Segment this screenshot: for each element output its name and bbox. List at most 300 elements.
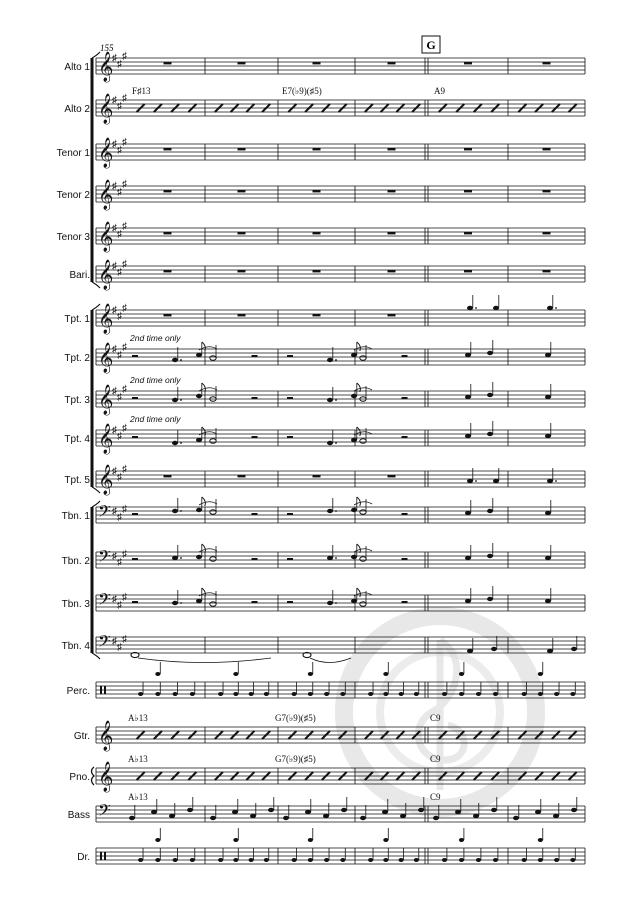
notehead: [459, 692, 464, 696]
staff-tpt5: [64, 464, 585, 496]
staff-alto1: [64, 51, 585, 83]
notehead: [487, 351, 493, 355]
treble-clef: 𝄞: [98, 222, 114, 252]
notehead: [487, 597, 493, 601]
whole-rest: [388, 314, 396, 316]
dot: [475, 480, 477, 482]
dot: [335, 399, 337, 401]
notehead: [368, 692, 373, 696]
whole-rest: [238, 232, 246, 234]
notehead: [554, 858, 559, 862]
half-notehead: [360, 557, 366, 562]
notehead: [538, 692, 543, 696]
whole-rest: [164, 148, 172, 150]
notehead: [327, 441, 333, 445]
whole-rest: [313, 148, 321, 150]
notehead: [570, 692, 575, 696]
notehead: [491, 808, 497, 812]
chord-symbol: F♯13: [132, 86, 151, 96]
staff-systems: [57, 51, 585, 864]
notehead: [327, 358, 333, 362]
half-rest: [252, 355, 258, 357]
percussion-clef: [100, 686, 102, 694]
instrument-label: Pno.: [69, 772, 90, 783]
notehead: [138, 858, 143, 862]
notehead: [465, 395, 471, 399]
whole-rest: [313, 314, 321, 316]
key-sharp: ♯: [117, 229, 122, 240]
half-rest: [402, 436, 408, 438]
key-sharp: ♯: [117, 472, 122, 483]
notehead: [218, 858, 223, 862]
key-sharp: ♯: [117, 187, 122, 198]
chord-symbol: G7(♭9)(♯5): [275, 713, 316, 723]
treble-clef: 𝄞: [98, 465, 114, 495]
notehead: [487, 432, 493, 436]
half-rest: [287, 397, 293, 399]
notehead: [155, 838, 160, 842]
flag: [357, 427, 361, 436]
notehead: [493, 692, 498, 696]
notehead: [172, 398, 178, 402]
chord-symbol: A♭13: [128, 792, 148, 802]
notehead: [172, 358, 178, 362]
staff-tpt3: [64, 375, 585, 416]
instrument-label: Alto 2: [64, 104, 90, 115]
notehead: [467, 479, 473, 483]
notehead: [283, 816, 289, 820]
notehead: [414, 858, 419, 862]
half-notehead: [360, 439, 366, 444]
whole-rest: [238, 314, 246, 316]
key-sharp: ♯: [122, 342, 127, 353]
notehead: [493, 858, 498, 862]
staff-bass: [68, 792, 585, 824]
bass-clef: 𝄢: [98, 501, 111, 525]
key-sharp: ♯: [122, 137, 127, 148]
half-rest: [402, 558, 408, 560]
notehead: [264, 692, 269, 696]
half-rest: [132, 601, 138, 603]
key-sharp: ♯: [112, 305, 117, 316]
notehead: [138, 692, 143, 696]
dot: [335, 359, 337, 361]
whole-rest: [164, 62, 172, 64]
half-notehead: [360, 356, 366, 361]
whole-rest: [543, 232, 551, 234]
staff-tenor3: [57, 221, 585, 253]
second-time-only-text: 2nd time only: [130, 375, 181, 385]
whole-rest: [388, 190, 396, 192]
whole-rest: [313, 232, 321, 234]
flag: [202, 342, 206, 351]
whole-rest: [313, 190, 321, 192]
treble-clef: 𝄞: [98, 762, 114, 792]
half-rest: [252, 513, 258, 515]
notehead: [249, 692, 254, 696]
notehead: [476, 858, 481, 862]
notehead: [323, 814, 329, 818]
whole-rest: [164, 270, 172, 272]
instrument-label: Gtr.: [73, 731, 90, 742]
staff-tbn1: [62, 497, 585, 525]
notehead: [491, 647, 497, 651]
staff-tpt2: [64, 333, 585, 374]
whole-rest: [543, 148, 551, 150]
notehead: [545, 434, 551, 438]
notehead: [196, 599, 202, 603]
dot: [180, 399, 182, 401]
whole-rest: [464, 270, 472, 272]
bass-clef: 𝄢: [98, 800, 111, 824]
whole-rest: [238, 62, 246, 64]
notehead: [172, 556, 178, 560]
half-notehead: [210, 602, 216, 607]
notehead: [382, 810, 388, 814]
notehead: [172, 601, 178, 605]
half-rest: [252, 601, 258, 603]
instrument-label: Tbn. 4: [61, 641, 90, 652]
notehead: [210, 816, 216, 820]
key-sharp: ♯: [112, 95, 117, 106]
notehead: [308, 838, 313, 842]
notehead: [190, 858, 195, 862]
measure-number: 155: [100, 43, 114, 53]
key-sharp: ♯: [112, 223, 117, 234]
notehead: [545, 511, 551, 515]
notehead: [155, 692, 160, 696]
half-rest: [287, 601, 293, 603]
staff-tbn2: [62, 543, 585, 570]
instrument-label: Tenor 3: [56, 232, 90, 243]
chord-symbol: A♭13: [128, 754, 148, 764]
whole-rest: [164, 475, 172, 477]
notehead: [232, 810, 238, 814]
key-sharp: ♯: [112, 344, 117, 355]
key-sharp: ♯: [112, 594, 117, 605]
notehead: [327, 601, 333, 605]
notehead: [327, 398, 333, 402]
half-notehead: [210, 510, 216, 515]
notehead: [538, 838, 543, 842]
notehead: [459, 838, 464, 842]
key-sharp: ♯: [117, 600, 122, 611]
notehead: [442, 858, 447, 862]
half-rest: [287, 558, 293, 560]
notehead: [414, 692, 419, 696]
dot: [555, 307, 557, 309]
chord-symbol: C9: [430, 754, 441, 764]
key-sharp: ♯: [112, 425, 117, 436]
key-sharp: ♯: [122, 51, 127, 62]
key-sharp: ♯: [117, 512, 122, 523]
dot: [335, 510, 337, 512]
notehead: [190, 692, 195, 696]
key-sharp: ♯: [122, 179, 127, 190]
half-rest: [252, 397, 258, 399]
staff-gtr: [74, 713, 585, 752]
notehead: [327, 509, 333, 513]
dot: [555, 480, 557, 482]
notehead: [351, 508, 357, 512]
key-sharp: ♯: [112, 551, 117, 562]
notehead: [249, 858, 254, 862]
whole-rest: [164, 190, 172, 192]
notehead: [487, 393, 493, 397]
staff-bari: [69, 259, 585, 291]
notehead: [173, 858, 178, 862]
key-sharp: ♯: [112, 261, 117, 272]
half-rest: [132, 513, 138, 515]
chord-symbol: C9: [430, 792, 441, 802]
notehead: [351, 555, 357, 559]
whole-rest: [464, 190, 472, 192]
notehead: [459, 672, 464, 676]
whole-rest: [388, 270, 396, 272]
instrument-label: Tbn. 1: [61, 511, 90, 522]
whole-rest: [388, 148, 396, 150]
chord-symbol: G7(♭9)(♯5): [275, 754, 316, 764]
staff-perc: [67, 662, 585, 698]
staff-tpt1: [64, 295, 585, 335]
key-sharp: ♯: [122, 592, 127, 603]
notehead: [218, 692, 223, 696]
notehead: [155, 672, 160, 676]
notehead: [308, 672, 313, 676]
key-sharp: ♯: [122, 549, 127, 560]
notehead: [547, 306, 553, 310]
notehead: [455, 810, 461, 814]
chord-symbol: E7(♭9)(♯5): [282, 86, 322, 96]
flag: [202, 497, 206, 506]
dot: [180, 510, 182, 512]
staff-dr: [77, 828, 585, 864]
whole-rest: [464, 62, 472, 64]
notehead: [196, 555, 202, 559]
notehead: [383, 692, 388, 696]
flag: [202, 427, 206, 436]
notehead: [476, 692, 481, 696]
notehead: [487, 554, 493, 558]
notehead: [467, 306, 473, 310]
instrument-label: Bari.: [69, 270, 90, 281]
half-rest: [287, 436, 293, 438]
flag: [202, 588, 206, 597]
notehead: [399, 692, 404, 696]
instrument-label: Tpt. 2: [64, 353, 90, 364]
notehead: [545, 599, 551, 603]
notehead: [340, 692, 345, 696]
notehead: [268, 808, 274, 812]
whole-rest: [313, 270, 321, 272]
notehead: [547, 479, 553, 483]
notehead: [571, 647, 577, 651]
half-rest: [132, 558, 138, 560]
notehead: [522, 858, 527, 862]
half-notehead: [210, 356, 216, 361]
key-sharp: ♯: [117, 145, 122, 156]
dot: [335, 557, 337, 559]
notehead: [292, 692, 297, 696]
whole-rest: [313, 62, 321, 64]
notehead: [459, 858, 464, 862]
treble-clef: 𝄞: [98, 424, 114, 454]
notehead: [351, 394, 357, 398]
notehead: [233, 858, 238, 862]
flag: [357, 588, 361, 597]
rehearsal-mark: [422, 36, 440, 53]
staff-tbn3: [62, 586, 585, 613]
key-sharp: ♯: [122, 464, 127, 475]
notehead: [292, 858, 297, 862]
key-sharp: ♯: [117, 350, 122, 361]
notehead: [196, 353, 202, 357]
half-rest: [402, 513, 408, 515]
notehead: [467, 649, 473, 653]
second-time-only-text: 2nd time only: [130, 414, 181, 424]
dot: [180, 359, 182, 361]
percussion-clef: [104, 686, 106, 694]
instrument-label: Bass: [67, 810, 90, 821]
dot: [335, 442, 337, 444]
notehead: [383, 838, 388, 842]
notehead: [360, 816, 366, 820]
whole-rest: [164, 314, 172, 316]
notehead: [233, 692, 238, 696]
key-sharp: ♯: [122, 634, 127, 645]
treble-clef: 𝄞: [98, 52, 114, 82]
notehead: [545, 353, 551, 357]
half-notehead: [360, 602, 366, 607]
half-rest: [402, 601, 408, 603]
instrument-label: Perc.: [66, 686, 90, 697]
notehead: [465, 434, 471, 438]
key-sharp: ♯: [117, 392, 122, 403]
key-sharp: ♯: [117, 267, 122, 278]
notehead: [173, 692, 178, 696]
notehead: [368, 858, 373, 862]
instrument-label: Dr.: [77, 852, 90, 863]
tie: [138, 658, 271, 663]
whole-rest: [543, 190, 551, 192]
chord-symbol: A9: [434, 86, 445, 96]
notehead: [196, 394, 202, 398]
notehead: [351, 438, 357, 442]
key-sharp: ♯: [117, 59, 122, 70]
notehead: [233, 672, 238, 676]
dot: [180, 442, 182, 444]
rehearsal-mark-label: G: [426, 38, 436, 52]
half-notehead: [210, 439, 216, 444]
notehead: [465, 556, 471, 560]
notehead: [538, 672, 543, 676]
key-sharp: ♯: [122, 423, 127, 434]
notehead: [465, 599, 471, 603]
bass-clef: 𝄢: [98, 546, 111, 570]
key-sharp: ♯: [117, 431, 122, 442]
notehead: [305, 810, 311, 814]
instrument-label: Tenor 2: [56, 190, 90, 201]
whole-rest: [388, 62, 396, 64]
instrument-label: Tpt. 1: [64, 314, 90, 325]
notehead: [340, 858, 345, 862]
notehead: [327, 556, 333, 560]
notehead: [341, 808, 347, 812]
key-sharp: ♯: [112, 636, 117, 647]
key-sharp: ♯: [117, 642, 122, 653]
key-sharp: ♯: [122, 504, 127, 515]
notehead: [400, 814, 406, 818]
half-rest: [252, 558, 258, 560]
tie: [310, 658, 351, 663]
notehead: [169, 814, 175, 818]
key-sharp: ♯: [112, 386, 117, 397]
notehead: [553, 814, 559, 818]
key-sharp: ♯: [122, 384, 127, 395]
notehead: [351, 353, 357, 357]
instrument-label: Tpt. 4: [64, 434, 90, 445]
notehead: [570, 858, 575, 862]
notehead: [196, 438, 202, 442]
notehead: [399, 858, 404, 862]
key-sharp: ♯: [122, 221, 127, 232]
notehead: [545, 395, 551, 399]
key-sharp: ♯: [117, 101, 122, 112]
half-rest: [287, 355, 293, 357]
whole-rest: [238, 475, 246, 477]
notehead: [172, 441, 178, 445]
whole-rest: [238, 148, 246, 150]
staff-tpt4: [64, 414, 585, 455]
instrument-label: Tpt. 5: [64, 475, 90, 486]
bass-clef: 𝄢: [98, 631, 111, 655]
notehead: [418, 808, 424, 812]
key-sharp: ♯: [117, 557, 122, 568]
notehead: [433, 816, 439, 820]
notehead: [465, 353, 471, 357]
whole-rest: [464, 148, 472, 150]
treble-clef: 𝄞: [98, 138, 114, 168]
whole-rest: [388, 232, 396, 234]
staff-alto2: [64, 86, 585, 125]
notehead: [351, 599, 357, 603]
half-rest: [402, 397, 408, 399]
dot: [475, 307, 477, 309]
instrument-label: Tpt. 3: [64, 395, 90, 406]
half-notehead: [210, 557, 216, 562]
half-rest: [132, 397, 138, 399]
dot: [335, 602, 337, 604]
notehead: [233, 838, 238, 842]
notehead: [383, 672, 388, 676]
half-rest: [402, 355, 408, 357]
notehead: [187, 808, 193, 812]
notehead: [547, 649, 553, 653]
notehead: [383, 858, 388, 862]
notehead: [535, 810, 541, 814]
half-rest: [287, 513, 293, 515]
notehead: [264, 858, 269, 862]
instrument-label: Tenor 1: [56, 148, 90, 159]
staff-tenor2: [57, 179, 585, 211]
flag: [357, 497, 361, 506]
chord-symbol: A♭13: [128, 713, 148, 723]
notehead: [155, 858, 160, 862]
staff-tenor1: [57, 137, 585, 169]
notehead: [554, 692, 559, 696]
treble-clef: 𝄞: [98, 94, 114, 124]
notehead: [493, 479, 499, 483]
